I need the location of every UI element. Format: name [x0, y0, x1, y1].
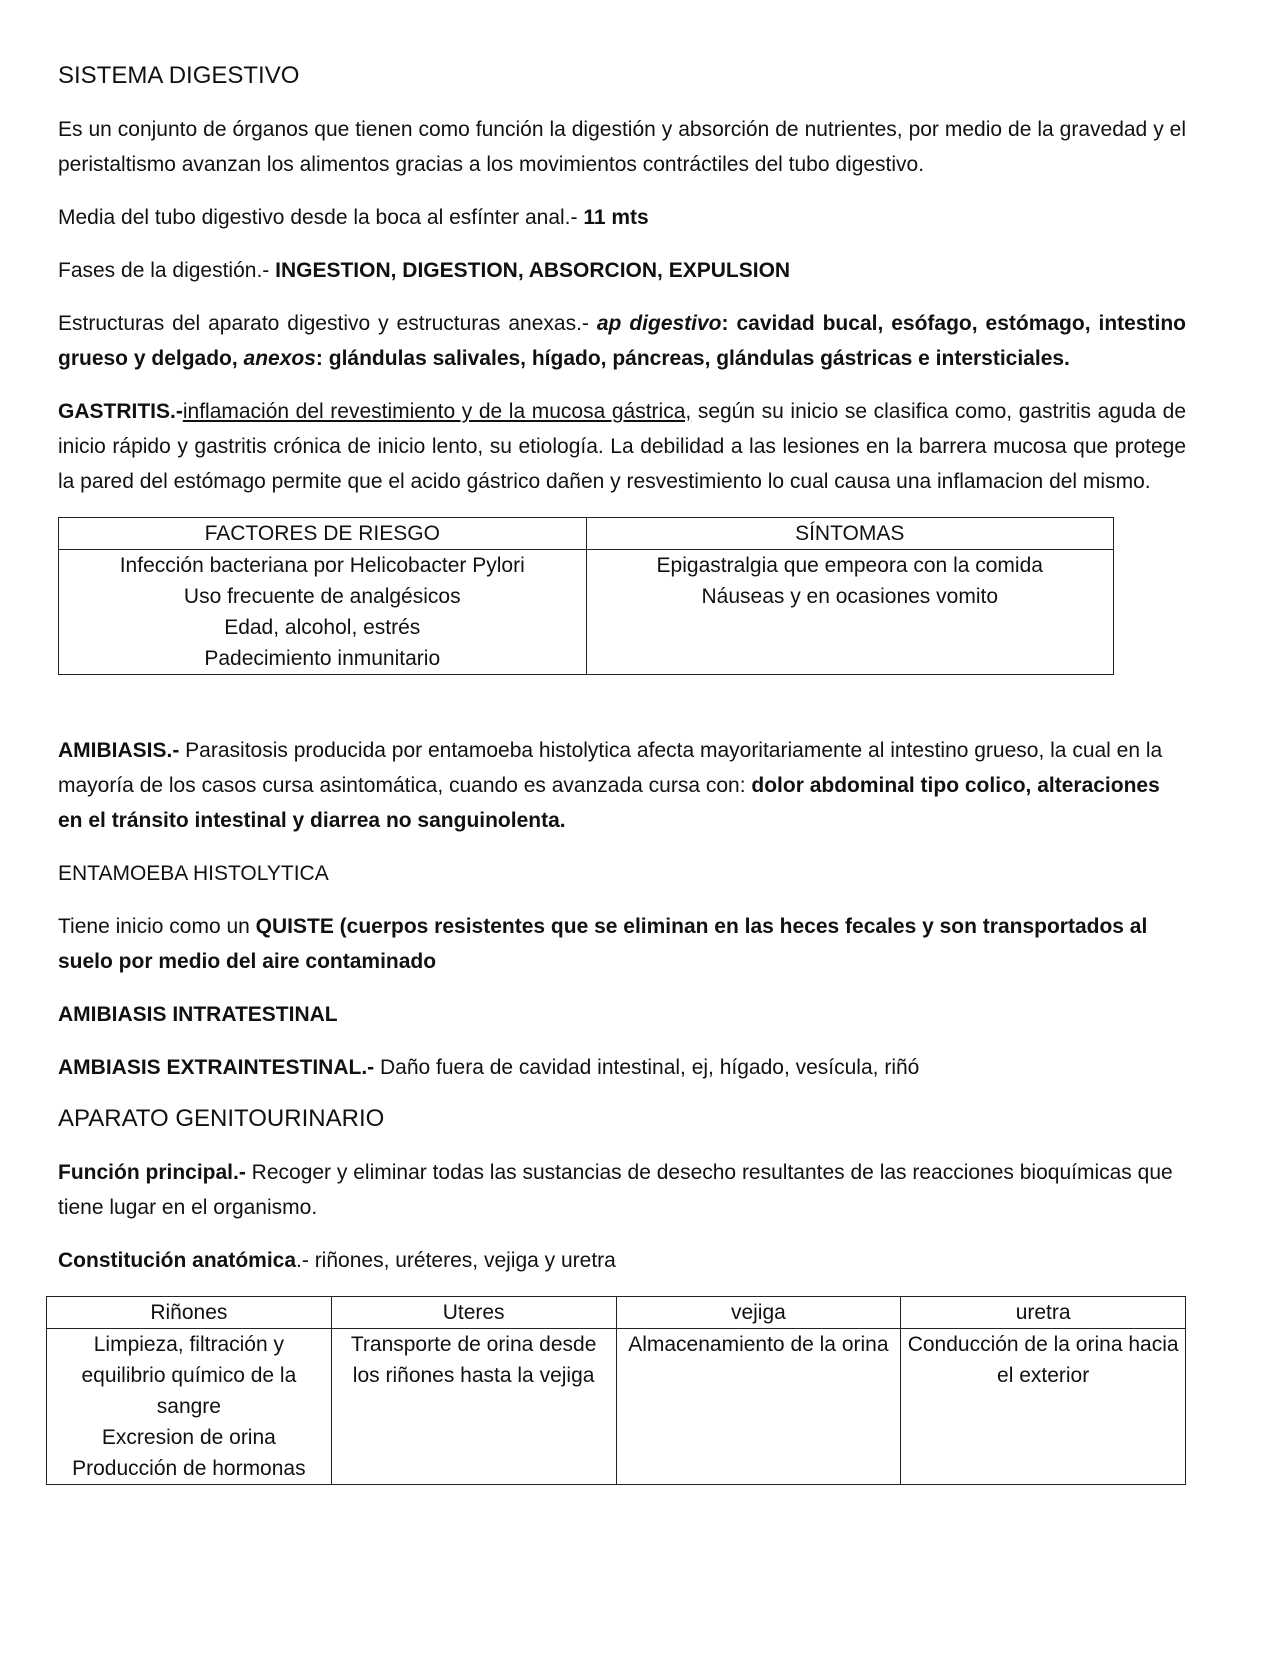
factor-item: Padecimiento inmunitario: [204, 647, 441, 670]
fases-label: Fases de la digestión.-: [58, 259, 276, 282]
intratestinal-paragraph: [58, 997, 1186, 1032]
factor-item: Edad, alcohol, estrés: [224, 616, 421, 639]
entamoeba-heading: ENTAMOEBA HISTOLYTICA: [58, 862, 329, 885]
rinones-cell: [47, 1329, 332, 1485]
page-title: SISTEMA DIGESTIVO: [58, 62, 300, 89]
intro-paragraph: Es un conjunto de órganos que tienen como función la digestión y absorción de nutrientes, por medio de la gravedad y el peristaltismo avanzan los alimentos gracias a los movimientos contráctiles del tubo digestivo.: [58, 118, 1186, 176]
extraintestinal-text: Daño fuera de cavidad intestinal, ej, hígado, vesícula, riñó: [374, 1056, 920, 1079]
quiste-bold: QUISTE (cuerpos resistentes que se eliminan en las heces fecales y son transportados al suelo por medio del aire contaminado: [58, 915, 1148, 973]
header-factores: FACTORES DE RIESGO: [59, 518, 587, 550]
uretra-cell: Conducción de la orina hacia el exterior: [901, 1329, 1186, 1485]
uteres-cell: Transporte de orina desde los riñones hasta la vejiga: [331, 1329, 616, 1485]
factores-cell: [59, 550, 587, 675]
gastritis-paragraph: [58, 394, 1186, 499]
header-vejiga: vejiga: [616, 1297, 901, 1329]
anexos-value: : glándulas salivales, hígado, páncreas, glándulas gástricas e intersticiales.: [315, 347, 1070, 370]
estructuras-paragraph: [58, 306, 1186, 376]
extraintestinal-label: AMBIASIS EXTRAINTESTINAL.-: [58, 1056, 375, 1079]
medida-value: 11 mts: [583, 206, 649, 229]
gastritis-label: GASTRITIS.-: [58, 400, 183, 423]
factor-item: Uso frecuente de analgésicos: [183, 585, 461, 608]
document-page: [58, 52, 1186, 1485]
fases-value: INGESTION, DIGESTION, ABSORCION, EXPULSION: [275, 259, 791, 282]
factor-item: Infección bacteriana por Helicobacter Pylori: [119, 554, 525, 577]
amibiasis-paragraph: [58, 733, 1186, 838]
rinones-item: Producción de hormonas: [72, 1457, 306, 1480]
intratestinal-label: AMIBIASIS INTRATESTINAL: [58, 1003, 338, 1026]
genitourinario-table: [46, 1296, 1186, 1485]
ap-digestivo-value: : cavidad bucal, esófago, estómago, intestino grueso y delgado,: [58, 312, 1186, 370]
constitucion-text: .- riñones, uréteres, vejiga y uretra: [296, 1249, 616, 1272]
sintoma-item: Náuseas y en ocasiones vomito: [701, 585, 998, 608]
section-title: APARATO GENITOURINARIO: [58, 1105, 385, 1132]
header-uretra: uretra: [901, 1297, 1186, 1329]
constitucion-paragraph: [58, 1243, 1186, 1278]
funcion-text: Recoger y eliminar todas las sustancias de desecho resultantes de las reacciones bioquímicas que tiene lugar en el organismo.: [58, 1161, 1173, 1219]
sintoma-item: Epigastralgia que empeora con la comida: [656, 554, 1043, 577]
gastritis-table: [58, 517, 1114, 675]
amibiasis-label: AMIBIASIS.-: [58, 739, 180, 762]
quiste-paragraph: [58, 909, 1186, 979]
header-uteres: Uteres: [331, 1297, 616, 1329]
medida-label: Media del tubo digestivo desde la boca al esfínter anal.-: [58, 206, 584, 229]
amibiasis-text: Parasitosis producida por entamoeba histolytica afecta mayoritariamente al intestino grueso, la cual en la mayoría de los casos cursa asintomática, cuando es avanzada cursa con:: [58, 739, 1163, 797]
medida-paragraph: [58, 200, 1186, 235]
vejiga-cell: Almacenamiento de la orina: [616, 1329, 901, 1485]
gastritis-definition: inflamación del revestimiento y de la mucosa gástrica,: [182, 400, 692, 423]
quiste-text: Tiene inicio como un: [58, 915, 256, 938]
header-sintomas: SÍNTOMAS: [586, 518, 1114, 550]
funcion-label: Función principal.-: [58, 1161, 246, 1184]
ap-digestivo-label: ap digestivo: [596, 312, 722, 335]
gastritis-text: según su inicio se clasifica como, gastritis aguda de inicio rápido y gastritis crónica de inicio lento, su etiología. La debilidad a las lesiones en la barrera mucosa que protege la pared del estómago permite que el acido gástrico dañen y resvestimiento lo cual causa una inflamacion del mismo.: [58, 400, 1186, 493]
header-rinones: Riñones: [47, 1297, 332, 1329]
rinones-item: Excresion de orina: [101, 1426, 276, 1449]
amibiasis-symptoms: dolor abdominal tipo colico, alteraciones en el tránsito intestinal y diarrea no sanguinolenta.: [58, 774, 1160, 832]
fases-paragraph: [58, 253, 1186, 288]
constitucion-label: Constitución anatómica: [58, 1249, 297, 1272]
estructuras-label: Estructuras del aparato digestivo y estructuras anexas.-: [58, 312, 597, 335]
rinones-item: Limpieza, filtración y equilibrio químico de la sangre: [81, 1333, 297, 1418]
sintomas-cell: [586, 550, 1114, 675]
funcion-paragraph: [58, 1155, 1186, 1225]
extraintestinal-paragraph: [58, 1050, 1186, 1085]
anexos-label: anexos: [243, 347, 316, 370]
